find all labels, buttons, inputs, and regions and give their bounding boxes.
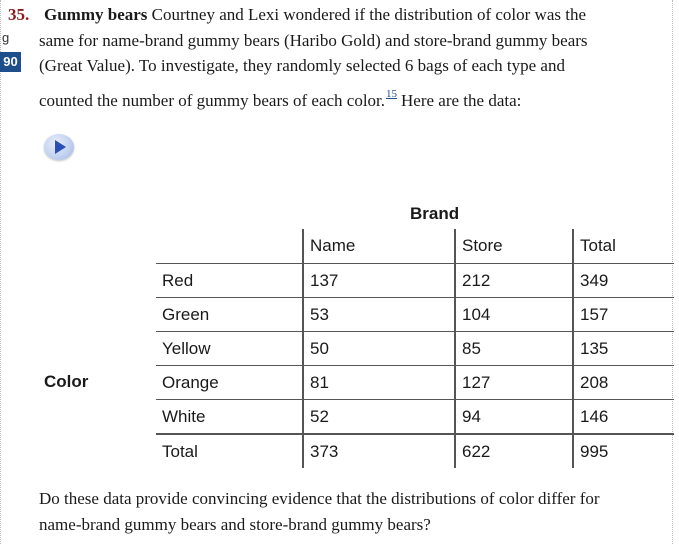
page-frame-left — [0, 0, 1, 544]
row-label: Total — [156, 434, 303, 468]
column-header-total: Total — [573, 229, 674, 264]
table-cell: 81 — [303, 366, 455, 400]
row-label: Orange — [156, 366, 303, 400]
table-row — [156, 298, 674, 332]
question-text-4: counted the number of gummy bears of each color. — [39, 91, 386, 110]
column-group-label: Brand — [410, 204, 460, 223]
question-line-3: (Great Value). To investigate, they randomly selected 6 bags of each type and — [39, 56, 565, 75]
table-cell: 85 — [455, 332, 573, 366]
table-cell: 157 — [573, 298, 674, 332]
table-cell: 50 — [303, 332, 455, 366]
table-corner — [156, 229, 303, 264]
table-row — [156, 400, 674, 435]
table-cell: 995 — [573, 434, 674, 468]
question-number: 35. — [8, 5, 30, 24]
table-row — [156, 332, 674, 366]
question-line-1 — [44, 5, 586, 25]
table-total-row — [156, 434, 674, 468]
table-cell: 137 — [303, 264, 455, 298]
question-text-4-tail: Here are the data: — [401, 91, 522, 110]
table-cell: 94 — [455, 400, 573, 435]
play-icon — [55, 140, 66, 154]
page-badge[interactable]: 90 — [0, 52, 21, 72]
column-header-store: Store — [455, 229, 573, 264]
table-header-row — [156, 229, 674, 264]
table-cell: 104 — [455, 298, 573, 332]
two-way-table — [156, 229, 674, 468]
question-title: Gummy bears — [44, 5, 148, 24]
row-label: Red — [156, 264, 303, 298]
table-cell: 52 — [303, 400, 455, 435]
table-cell: 373 — [303, 434, 455, 468]
table-cell: 212 — [455, 264, 573, 298]
play-button[interactable] — [44, 134, 74, 160]
table-cell: 146 — [573, 400, 674, 435]
question-line-4 — [39, 88, 522, 111]
table-cell: 622 — [455, 434, 573, 468]
row-label: Green — [156, 298, 303, 332]
footnote-link[interactable]: 15 — [386, 88, 398, 100]
table-cell: 208 — [573, 366, 674, 400]
sidebar-fragment: g — [2, 30, 10, 45]
column-header-name: Name — [303, 229, 455, 264]
closing-question-line-2: name-brand gummy bears and store-brand gummy bears? — [39, 515, 431, 534]
question-line-2: same for name-brand gummy bears (Haribo Gold) and store-brand gummy bears — [39, 31, 588, 50]
closing-question-line-1: Do these data provide convincing evidence that the distributions of color differ for — [39, 489, 600, 508]
table-cell: 135 — [573, 332, 674, 366]
row-group-label: Color — [44, 372, 89, 391]
table-cell: 53 — [303, 298, 455, 332]
row-label: White — [156, 400, 303, 435]
table-cell: 349 — [573, 264, 674, 298]
table-cell: 127 — [455, 366, 573, 400]
question-text-1: Courtney and Lexi wondered if the distribution of color was the — [151, 5, 587, 24]
row-label: Yellow — [156, 332, 303, 366]
table-row — [156, 366, 674, 400]
table-row — [156, 264, 674, 298]
